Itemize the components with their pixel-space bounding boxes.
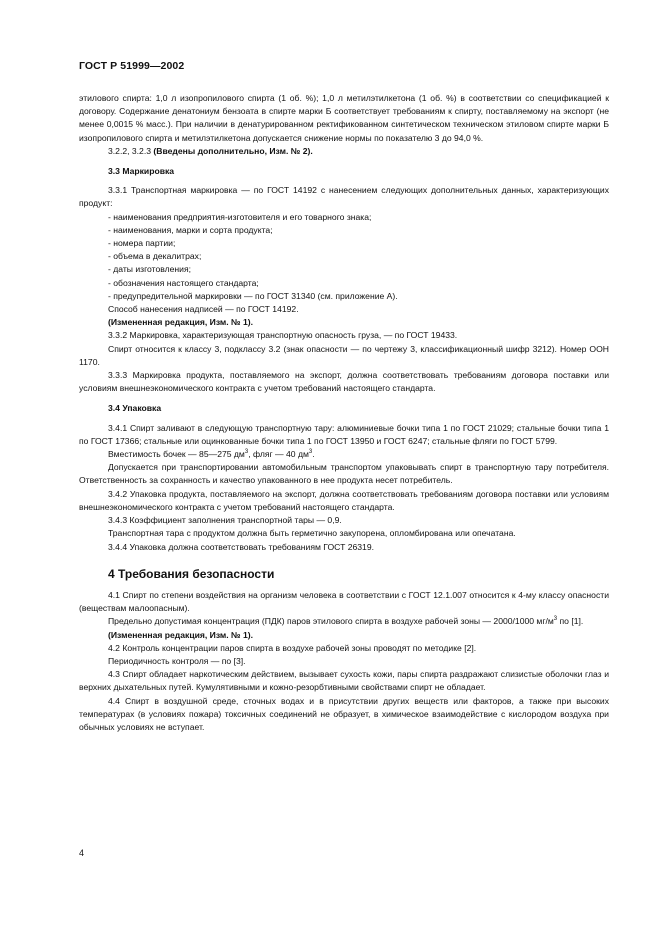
paragraph-3-4-4: 3.4.4 Упаковка должна соответствовать требованиям ГОСТ 26319.: [108, 541, 374, 552]
capacity-text: Вместимость бочек — 85—275 дм: [108, 449, 245, 460]
paragraph-4-3: 4.3 Спирт обладает наркотическим действием, вызывает сухость кожи, пары спирта раздражают слизистые оболочки глаз и верхних дыхательных путей. Кумулятивными и кожно-резорбтивными свойствами спирт не обладает.: [79, 669, 609, 693]
superscript: 3: [308, 449, 313, 456]
capacity-text: , фляг — 40 дм: [248, 449, 309, 460]
paragraph-4-2: 4.2 Контроль концентрации паров спирта в воздухе рабочей зоны проводят по методике [2].: [108, 642, 477, 653]
paragraph-auto-transport: Допускается при транспортировании автомобильным транспортом упаковывать спирт в транспортную тару потребителя. Ответственность за сохранность и качество упакованного в нее продукта несет потребитель.: [79, 462, 609, 486]
clause-ref: 3.2.2, 3.2.3: [108, 145, 152, 156]
list-item: - наименования предприятия-изготовителя и его товарного знака;: [108, 211, 372, 222]
paragraph-3-3-1: 3.3.1 Транспортная маркировка — по ГОСТ 14192 с нанесением следующих дополнительных данных, характеризующих продукт:: [79, 185, 609, 209]
paragraph-spirit-composition: этилового спирта: 1,0 л изопропилового спирта (1 об. %); 1,0 л метилэтилкетона (1 об. %) в соответствии со спецификацией к договору. Содержание денатониум бензоата в спирте марки Б соответствует требованиям к спирту, поставляемому на экспорт (не менее 0,0015 % масс.). При наличии в денатурированном ректификованном синтетическом техническом этиловом спирте марки Б изопропилового спирта и метилэтилкетона допускается снижение нормы по показателю 3 до 94,0 %.: [79, 93, 609, 143]
paragraph-3-4-2: 3.4.2 Упаковка продукта, поставляемого на экспорт, должна соответствовать требованиям договора поставки или условиям внешнеэкономического контракта с учетом требований настоящего стандарта.: [79, 488, 609, 512]
paragraph-3-4-3: 3.4.3 Коэффициент заполнения транспортной тары — 0,9.: [108, 515, 342, 526]
list-item: - предупредительной маркировки — по ГОСТ 31340 (см. приложение А).: [108, 290, 398, 301]
list-item: - даты изготовления;: [108, 264, 191, 275]
superscript: 3: [244, 449, 249, 456]
superscript: 3: [553, 616, 558, 623]
amendment-note: (Измененная редакция, Изм. № 1).: [108, 629, 254, 640]
paragraph-hazard-class: Спирт относится к классу 3, подклассу 3.2 (знак опасности — по чертежу 3, классификационный шифр 3212). Номер ООН 1170.: [79, 343, 609, 367]
paragraph-4-1: 4.1 Спирт по степени воздействия на организм человека в соответствии с ГОСТ 12.1.007 относится к 4-му классу опасности (веществам малоопасным).: [79, 589, 609, 614]
amendment-note: (Измененная редакция, Изм. № 1).: [108, 317, 254, 328]
paragraph-control-period: Периодичность контроля — по [3].: [108, 655, 246, 666]
document-header: ГОСТ Р 51999—2002: [79, 60, 185, 72]
pdk-text: по [1].: [557, 616, 584, 627]
paragraph-amendment-note: [79, 145, 609, 158]
section-heading-packaging: 3.4 Упаковка: [108, 403, 162, 414]
capacity-text: .: [312, 449, 315, 460]
marking-list: [79, 211, 609, 303]
list-item: - наименования, марки и сорта продукта;: [108, 224, 273, 235]
page-number: 4: [79, 848, 85, 858]
paragraph-4-4: 4.4 Спирт в воздушной среде, сточных водах и в присутствии других веществ или факторов, а также при высоких температурах (в условиях пожара) токсичных соединений не образует, в химическое взаимодействие с кислородом воздуха при обычных условиях не вступает.: [79, 695, 609, 732]
list-item: - номера партии;: [108, 238, 176, 249]
paragraph-3-3-3: 3.3.3 Маркировка продукта, поставляемого на экспорт, должна соответствовать требованиям договора поставки или условиям внешнеэкономического контракта с учетом требований настоящего стандарта.: [79, 370, 609, 394]
paragraph-pdk: [79, 615, 609, 628]
section-heading-marking: 3.3 Маркировка: [108, 166, 175, 177]
pdk-text: Предельно допустимая концентрация (ПДК) паров этилового спирта в воздухе рабочей зоны — 2000/1000 мг/м: [108, 616, 554, 627]
amendment-note: (Введены дополнительно, Изм. № 2).: [153, 145, 313, 156]
document-body: [79, 92, 609, 734]
section-heading-safety: 4 Требования безопасности: [108, 566, 275, 581]
paragraph-marking-method: Способ нанесения надписей — по ГОСТ 14192.: [108, 304, 299, 315]
paragraph-3-4-1: 3.4.1 Спирт заливают в следующую транспортную тару: алюминиевые бочки типа 1 по ГОСТ 21029; стальные бочки типа 1 по ГОСТ 17366; стальные или оцинкованные бочки типа 1 по ГОСТ 13950 и ГОСТ 6247; стальные фляги по ГОСТ 5799.: [79, 422, 609, 446]
paragraph-capacity: [79, 448, 609, 461]
list-item: - объема в декалитрах;: [108, 251, 202, 262]
paragraph-sealing: Транспортная тара с продуктом должна быть герметично закупорена, опломбирована или опечатана.: [108, 528, 516, 539]
list-item: - обозначения настоящего стандарта;: [108, 277, 259, 288]
paragraph-3-3-2: 3.3.2 Маркировка, характеризующая транспортную опасность груза, — по ГОСТ 19433.: [108, 330, 458, 341]
